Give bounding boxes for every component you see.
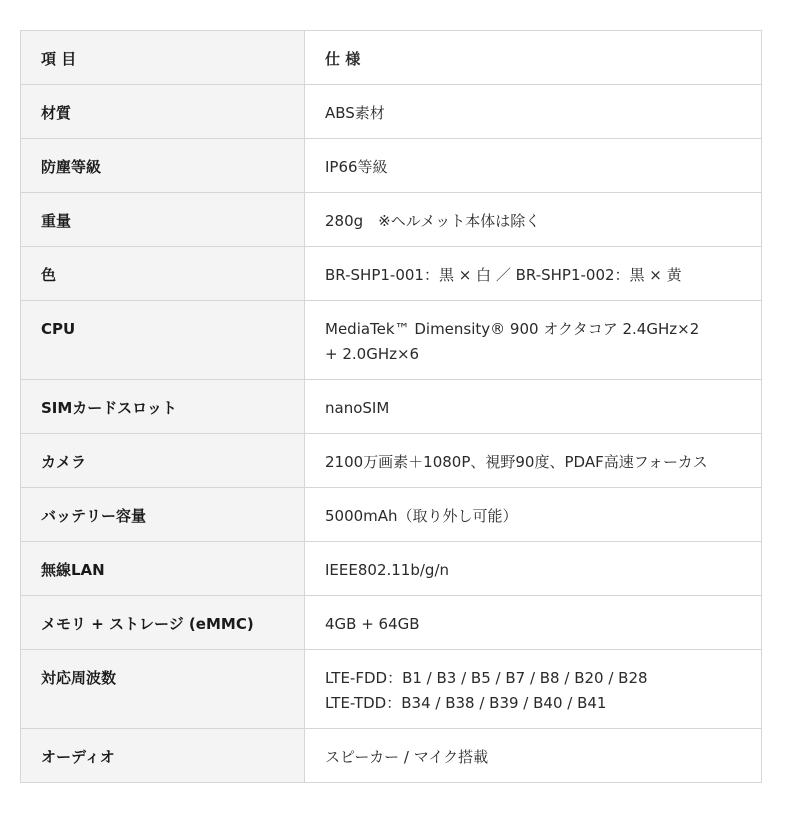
value-line: + 2.0GHz×6 [325,345,420,363]
table-row [21,193,762,247]
value-line: IEEE802.11b/g/n [325,561,449,579]
header-spec-cell: 仕 様 [305,31,762,85]
row-label: 色 [21,247,305,301]
row-label: 防塵等級 [21,139,305,193]
table-header-row [21,31,762,85]
spec-table [20,30,762,783]
row-value [305,380,762,434]
row-label: メモリ + ストレージ (eMMC) [21,596,305,650]
row-value [305,729,762,783]
table-row [21,542,762,596]
value-line: nanoSIM [325,399,390,417]
row-value [305,193,762,247]
row-label: 重量 [21,193,305,247]
row-value [305,434,762,488]
value-line: IP66等級 [325,158,388,176]
table-row [21,488,762,542]
value-line: ABS素材 [325,104,385,122]
value-line: BR-SHP1-001：黒 × 白 ／ BR-SHP1-002：黒 × 黄 [325,266,682,284]
table-row [21,380,762,434]
row-value [305,247,762,301]
row-label: SIMカードスロット [21,380,305,434]
row-label: CPU [21,301,305,380]
row-value [305,488,762,542]
table-row [21,301,762,380]
row-label: オーディオ [21,729,305,783]
row-label: カメラ [21,434,305,488]
value-line: LTE-FDD：B1 / B3 / B5 / B7 / B8 / B20 / B28 [325,669,648,687]
table-row [21,139,762,193]
table-row [21,434,762,488]
table-row [21,85,762,139]
row-label: バッテリー容量 [21,488,305,542]
value-line: 5000mAh（取り外し可能） [325,507,518,525]
value-line: 2100万画素＋1080P、視野90度、PDAF高速フォーカス [325,453,708,471]
value-line: 280g ※ヘルメット本体は除く [325,212,541,230]
row-value [305,650,762,729]
row-label: 材質 [21,85,305,139]
row-value [305,139,762,193]
row-label: 対応周波数 [21,650,305,729]
table-row [21,596,762,650]
row-value [305,85,762,139]
table-row [21,247,762,301]
header-item-cell: 項 目 [21,31,305,85]
value-line: LTE-TDD：B34 / B38 / B39 / B40 / B41 [325,694,607,712]
row-label: 無線LAN [21,542,305,596]
row-value [305,542,762,596]
value-line: 4GB + 64GB [325,615,420,633]
table-row [21,729,762,783]
row-value [305,301,762,380]
row-value [305,596,762,650]
value-line: MediaTek™ Dimensity® 900 オクタコア 2.4GHz×2 [325,320,700,338]
value-line: スピーカー / マイク搭載 [325,748,489,766]
table-row [21,650,762,729]
